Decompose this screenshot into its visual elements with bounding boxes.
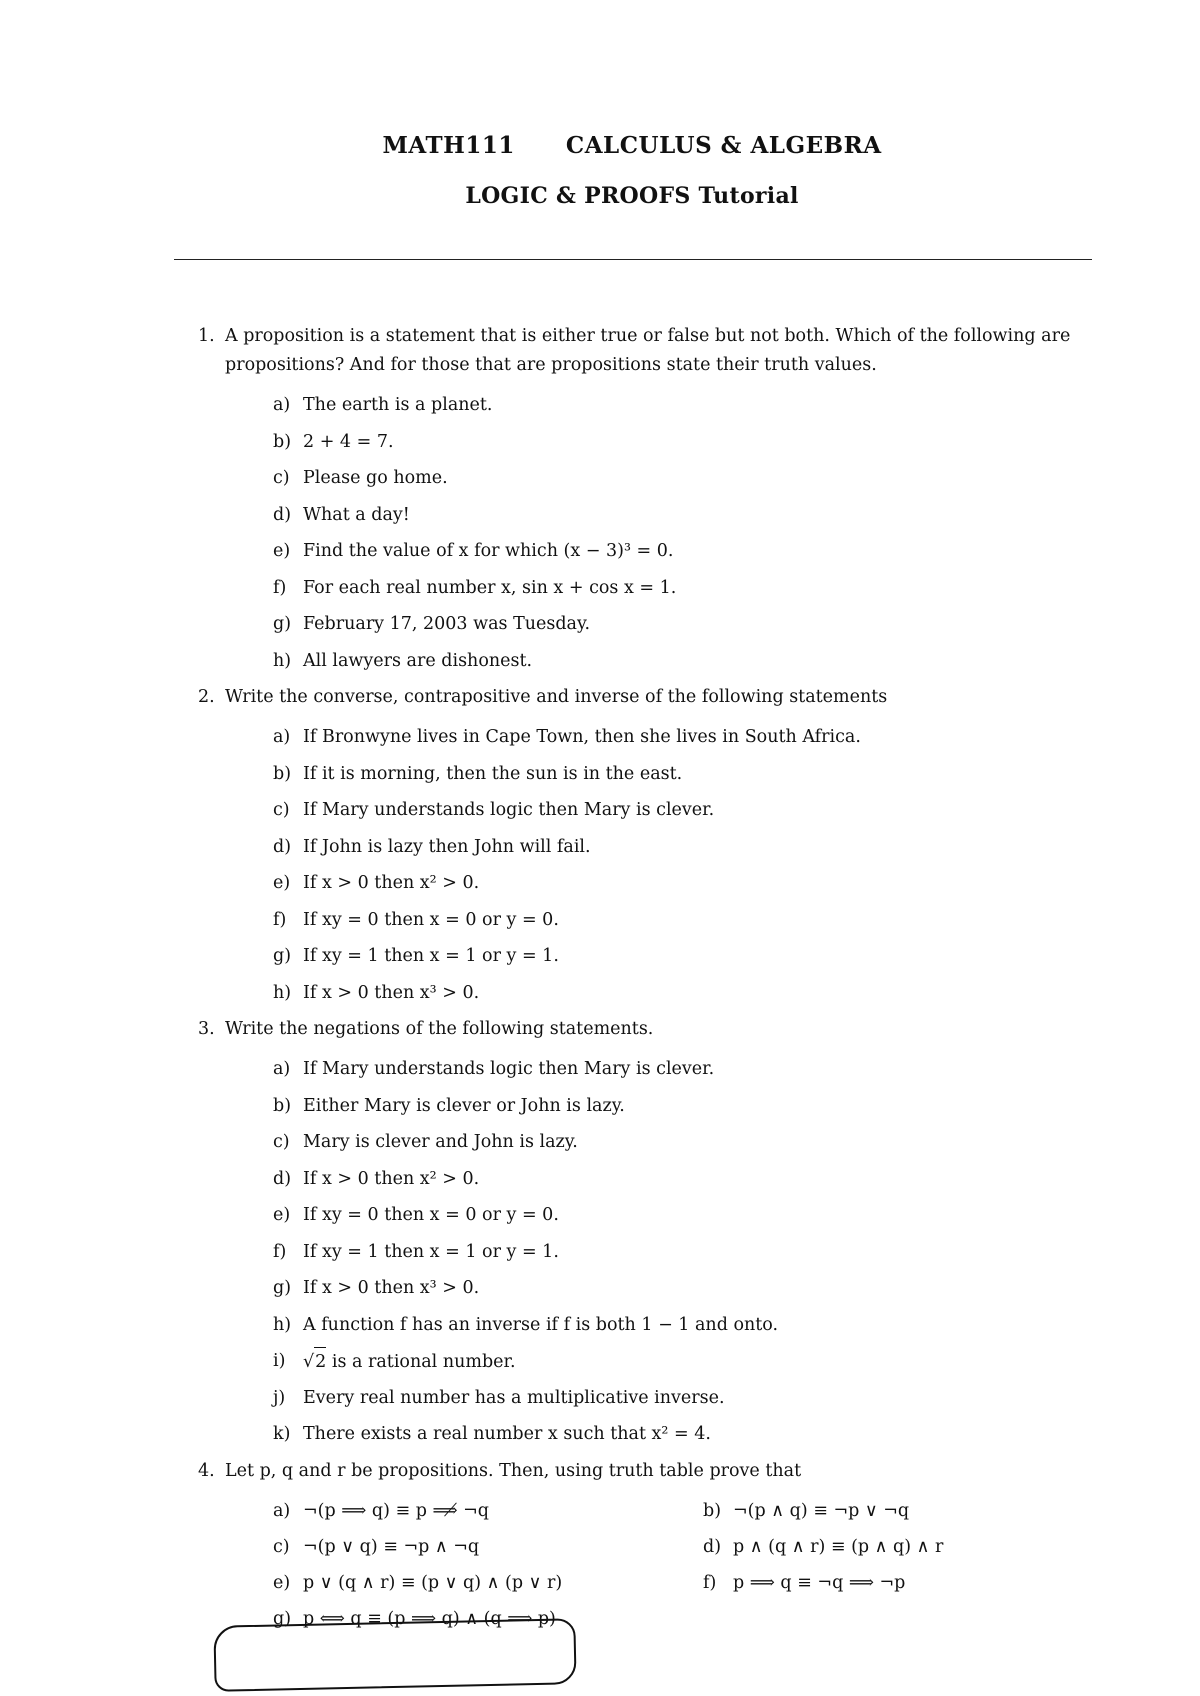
item-label: f) bbox=[273, 1241, 287, 1262]
item-label: f) bbox=[703, 1572, 717, 1593]
list-item bbox=[273, 833, 1094, 870]
list-item bbox=[273, 1055, 1094, 1092]
question-text: Let p, q and r be propositions. Then, using truth table prove that bbox=[225, 1460, 802, 1481]
question-1 bbox=[198, 322, 1094, 683]
item-text: What a day! bbox=[303, 504, 410, 525]
item-text: If Mary understands logic then Mary is clever. bbox=[303, 800, 715, 820]
item-text: p ⟹ q ≡ ¬q ⟹ ¬p bbox=[733, 1572, 906, 1593]
list-item bbox=[273, 760, 1094, 797]
list-item bbox=[273, 501, 1094, 538]
question-4-items bbox=[273, 1497, 1094, 1641]
item-text: 2 + 4 = 7. bbox=[303, 431, 394, 452]
sqrt-symbol: √ bbox=[303, 1352, 315, 1372]
question-number: 3. bbox=[198, 1019, 215, 1039]
question-text: Write the converse, contrapositive and inverse of the following statements bbox=[225, 687, 888, 707]
item-label: h) bbox=[273, 650, 292, 671]
item-text: If xy = 1 then x = 1 or y = 1. bbox=[303, 946, 559, 966]
item-text: If it is morning, then the sun is in the east. bbox=[303, 763, 683, 784]
question-2 bbox=[198, 683, 1094, 1015]
item-text: The earth is a planet. bbox=[303, 395, 493, 415]
list-item bbox=[273, 1420, 1094, 1457]
item-text: p ∨ (q ∧ r) ≡ (p ∨ q) ∧ (p ∨ r) bbox=[303, 1572, 563, 1593]
item-label: d) bbox=[273, 836, 292, 857]
list-item bbox=[273, 1497, 703, 1533]
item-text: If x > 0 then x² > 0. bbox=[303, 873, 480, 893]
item-text: If xy = 0 then x = 0 or y = 0. bbox=[303, 909, 559, 930]
item-text: ¬(p ∨ q) ≡ ¬p ∧ ¬q bbox=[303, 1536, 480, 1557]
list-item bbox=[703, 1497, 1123, 1533]
tutorial-subtitle: LOGIC & PROOFS Tutorial bbox=[465, 183, 799, 209]
item-label: e) bbox=[273, 541, 291, 561]
course-name: CALCULUS & ALGEBRA bbox=[565, 132, 882, 159]
list-item bbox=[273, 1092, 1094, 1129]
item-label: b) bbox=[273, 763, 292, 784]
list-item bbox=[273, 537, 1094, 574]
list-item bbox=[273, 428, 1094, 465]
item-label: a) bbox=[273, 395, 291, 415]
item-text: Mary is clever and John is lazy. bbox=[303, 1132, 578, 1152]
handwritten-circle-annotation bbox=[213, 1618, 576, 1692]
item-label: g) bbox=[273, 1278, 292, 1298]
item-label: b) bbox=[703, 1500, 722, 1521]
item-text: If Mary understands logic then Mary is clever. bbox=[303, 1059, 715, 1079]
question-1-items bbox=[273, 391, 1094, 683]
list-item bbox=[273, 906, 1094, 943]
item-label: g) bbox=[273, 1608, 292, 1629]
list-item bbox=[273, 1311, 1094, 1348]
item-text: p ⟺ q ≡ (p ⟹ q) ∧ (q ⟹ p) bbox=[303, 1608, 556, 1629]
list-item bbox=[703, 1569, 1123, 1605]
list-item bbox=[273, 610, 1094, 647]
item-text: If xy = 0 then x = 0 or y = 0. bbox=[303, 1205, 559, 1225]
list-item bbox=[273, 647, 1094, 684]
item-label: e) bbox=[273, 1205, 291, 1225]
question-2-items bbox=[273, 723, 1094, 1015]
list-item bbox=[273, 391, 1094, 428]
list-item bbox=[273, 1533, 703, 1569]
item-text: If x > 0 then x³ > 0. bbox=[303, 1278, 480, 1298]
item-text: If John is lazy then John will fail. bbox=[303, 836, 591, 857]
header-divider bbox=[174, 259, 1092, 260]
question-4 bbox=[198, 1457, 1094, 1641]
item-label: f) bbox=[273, 577, 287, 598]
list-item bbox=[273, 1201, 1094, 1238]
list-item bbox=[273, 464, 1094, 501]
item-label: h) bbox=[273, 982, 292, 1003]
item-text: is a rational number. bbox=[326, 1352, 516, 1372]
item-text: For each real number x, sin x + cos x = 1. bbox=[303, 577, 677, 598]
question-number: 1. bbox=[198, 326, 215, 346]
item-label: d) bbox=[703, 1536, 722, 1557]
list-item bbox=[273, 1384, 1094, 1421]
item-text: If xy = 1 then x = 1 or y = 1. bbox=[303, 1241, 559, 1262]
course-code: MATH111 bbox=[382, 132, 515, 159]
item-label: g) bbox=[273, 946, 292, 966]
item-text: February 17, 2003 was Tuesday. bbox=[303, 614, 591, 634]
item-label: b) bbox=[273, 431, 292, 452]
list-item bbox=[273, 1238, 1094, 1275]
sqrt-argument: 2 bbox=[314, 1347, 326, 1377]
item-label: g) bbox=[273, 614, 292, 634]
list-item bbox=[273, 574, 1094, 611]
item-label: b) bbox=[273, 1095, 292, 1116]
question-list bbox=[198, 322, 1094, 1641]
item-label: e) bbox=[273, 1572, 291, 1593]
item-label: j) bbox=[273, 1387, 286, 1408]
question-3-items bbox=[273, 1055, 1094, 1457]
item-label: h) bbox=[273, 1314, 292, 1335]
item-text: Every real number has a multiplicative inverse. bbox=[303, 1387, 725, 1408]
item-text: ¬(p ∧ q) ≡ ¬p ∨ ¬q bbox=[733, 1500, 910, 1521]
item-label: a) bbox=[273, 727, 291, 747]
list-item bbox=[273, 796, 1094, 833]
list-item bbox=[273, 1347, 1094, 1384]
item-text: There exists a real number x such that x² = 4. bbox=[303, 1424, 711, 1444]
item-label: a) bbox=[273, 1500, 291, 1521]
item-text: ¬(p ⟹ q) ≡ p ⟹̸ ¬q bbox=[303, 1500, 490, 1521]
item-text: Find the value of x for which (x − 3)³ = 0. bbox=[303, 541, 674, 561]
list-item bbox=[273, 979, 1094, 1016]
item-text: If x > 0 then x³ > 0. bbox=[303, 982, 480, 1003]
item-text: All lawyers are dishonest. bbox=[303, 650, 533, 671]
item-label: d) bbox=[273, 504, 292, 525]
item-label: c) bbox=[273, 800, 290, 820]
list-item bbox=[273, 1569, 703, 1605]
item-text: Please go home. bbox=[303, 468, 448, 488]
item-label: a) bbox=[273, 1059, 291, 1079]
item-text: p ∧ (q ∧ r) ≡ (p ∧ q) ∧ r bbox=[733, 1536, 944, 1557]
list-item bbox=[273, 1165, 1094, 1202]
question-number: 4. bbox=[198, 1460, 215, 1481]
question-text: Write the negations of the following statements. bbox=[225, 1019, 654, 1039]
item-label: c) bbox=[273, 1536, 290, 1557]
list-item bbox=[273, 942, 1094, 979]
item-label: e) bbox=[273, 873, 291, 893]
item-label: c) bbox=[273, 468, 290, 488]
item-label: k) bbox=[273, 1424, 291, 1444]
item-text: If Bronwyne lives in Cape Town, then she lives in South Africa. bbox=[303, 727, 861, 747]
list-item bbox=[273, 723, 1094, 760]
item-label: i) bbox=[273, 1351, 286, 1371]
item-label: c) bbox=[273, 1132, 290, 1152]
list-item bbox=[703, 1533, 1123, 1569]
item-text: A function f has an inverse if f is both 1 − 1 and onto. bbox=[303, 1314, 779, 1335]
question-number: 2. bbox=[198, 687, 215, 707]
item-text: Either Mary is clever or John is lazy. bbox=[303, 1095, 625, 1116]
item-label: d) bbox=[273, 1168, 292, 1189]
list-item bbox=[273, 1128, 1094, 1165]
question-text: A proposition is a statement that is either true or false but not both. Which of the following are propositions? And for those that are propositions state their truth values. bbox=[225, 326, 1071, 375]
course-title bbox=[0, 132, 1200, 159]
list-item bbox=[273, 1274, 1094, 1311]
list-item bbox=[273, 869, 1094, 906]
item-text: If x > 0 then x² > 0. bbox=[303, 1168, 480, 1189]
item-label: f) bbox=[273, 909, 287, 930]
question-3 bbox=[198, 1015, 1094, 1457]
